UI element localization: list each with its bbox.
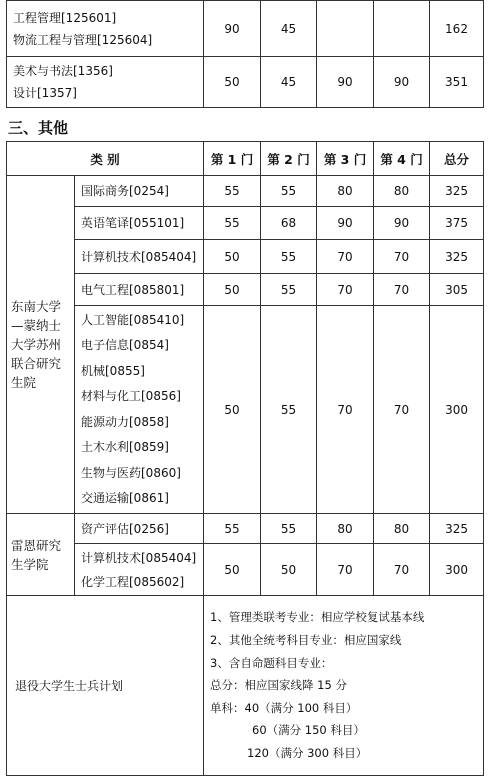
group-name: 东南大学—蒙纳士大学苏州联合研究生院 xyxy=(7,176,75,514)
major-cell xyxy=(7,57,204,108)
score-cell: 80 xyxy=(317,176,374,207)
veterans-notes xyxy=(204,596,484,776)
table-row xyxy=(7,1,484,57)
score-cell: 90 xyxy=(374,207,430,240)
total-cell: 325 xyxy=(430,176,484,207)
major-name: 能源动力[0858] xyxy=(81,414,169,429)
major-name: 资产评估[0256] xyxy=(75,514,204,544)
score-cell: 55 xyxy=(261,306,317,514)
header-total: 总分 xyxy=(430,142,484,176)
major-name: 电子信息[0854] xyxy=(81,338,169,352)
score-cell: 70 xyxy=(374,544,430,596)
score-cell: 90 xyxy=(317,57,374,108)
total-cell: 300 xyxy=(430,306,484,514)
note-line: 1、管理类联考专业：相应学校复试基本线 xyxy=(210,610,425,625)
main-score-table xyxy=(6,141,484,776)
note-line: 2、其他全统考科目专业：相应国家线 xyxy=(210,633,402,648)
major-name: 机械[0855] xyxy=(81,363,145,378)
header-category: 类 别 xyxy=(7,142,204,176)
major-name: 计算机技术[085404] xyxy=(75,240,204,274)
score-cell: 70 xyxy=(317,306,374,514)
major-name: 电气工程[085801] xyxy=(75,274,204,306)
score-cell: 90 xyxy=(204,1,261,57)
major-name: 美术与书法[1356] xyxy=(13,64,113,78)
note-line: 3、含自命题科目专业： xyxy=(210,655,333,670)
note-line: 60（满分 150 科目） xyxy=(252,723,365,738)
major-list xyxy=(75,306,204,514)
major-name: 计算机技术[085404] xyxy=(81,550,197,565)
total-cell: 162 xyxy=(430,1,484,57)
score-cell: 55 xyxy=(204,207,261,240)
total-cell: 351 xyxy=(430,57,484,108)
note-line: 总分：相应国家线降 15 分 xyxy=(210,678,347,693)
score-cell: 50 xyxy=(204,57,261,108)
score-cell: 68 xyxy=(261,207,317,240)
section-title: 三、其他 xyxy=(8,119,69,137)
table-row xyxy=(7,596,484,776)
header-subject-3: 第 3 门 xyxy=(317,142,374,176)
score-cell: 55 xyxy=(261,240,317,274)
veterans-plan-label: 退役大学生士兵计划 xyxy=(7,596,204,776)
major-name: 设计[1357] xyxy=(13,86,77,100)
total-cell: 375 xyxy=(430,207,484,240)
table-row xyxy=(7,176,484,207)
table-row xyxy=(7,544,484,596)
major-list xyxy=(75,544,204,596)
score-cell: 55 xyxy=(261,176,317,207)
score-cell xyxy=(374,1,430,57)
major-name: 材料与化工[0856] xyxy=(81,389,181,403)
table-row xyxy=(7,57,484,108)
major-name: 工程管理[125601] xyxy=(13,10,117,25)
score-cell: 55 xyxy=(261,274,317,306)
header-subject-1: 第 1 门 xyxy=(204,142,261,176)
score-cell: 80 xyxy=(374,176,430,207)
total-cell: 305 xyxy=(430,274,484,306)
total-cell: 325 xyxy=(430,514,484,544)
score-cell: 70 xyxy=(374,274,430,306)
header-subject-2: 第 2 门 xyxy=(261,142,317,176)
score-cell: 55 xyxy=(261,514,317,544)
table-row xyxy=(7,306,484,514)
major-name: 土木水利[0859] xyxy=(81,440,169,454)
major-name: 化学工程[085602] xyxy=(81,574,185,589)
score-cell: 80 xyxy=(374,514,430,544)
score-cell: 70 xyxy=(317,274,374,306)
table-row xyxy=(7,240,484,274)
major-name: 人工智能[085410] xyxy=(81,312,185,327)
score-cell xyxy=(317,1,374,57)
score-cell: 70 xyxy=(317,240,374,274)
major-name: 国际商务[0254] xyxy=(75,176,204,207)
top-score-table xyxy=(6,0,484,108)
score-cell: 45 xyxy=(261,1,317,57)
table-row xyxy=(7,274,484,306)
score-cell: 50 xyxy=(204,544,261,596)
score-cell: 70 xyxy=(374,240,430,274)
score-cell: 50 xyxy=(204,306,261,514)
score-cell: 55 xyxy=(204,176,261,207)
score-cell: 70 xyxy=(317,544,374,596)
score-cell: 70 xyxy=(374,306,430,514)
major-name: 交通运输[0861] xyxy=(81,491,169,505)
score-cell: 50 xyxy=(261,544,317,596)
score-cell: 50 xyxy=(204,274,261,306)
group-name: 雷恩研究生学院 xyxy=(7,514,75,596)
score-cell: 90 xyxy=(317,207,374,240)
header-row xyxy=(7,142,484,176)
major-name: 生物与医药[0860] xyxy=(81,465,181,480)
note-line: 单科：40（满分 100 科目） xyxy=(210,700,358,715)
score-cell: 55 xyxy=(204,514,261,544)
table-row xyxy=(7,514,484,544)
score-cell: 80 xyxy=(317,514,374,544)
score-cell: 90 xyxy=(374,57,430,108)
score-cell: 50 xyxy=(204,240,261,274)
score-cell: 45 xyxy=(261,57,317,108)
major-cell xyxy=(7,1,204,57)
note-line: 120（满分 300 科目） xyxy=(247,745,368,760)
total-cell: 300 xyxy=(430,544,484,596)
major-name: 物流工程与管理[125604] xyxy=(13,32,153,47)
header-subject-4: 第 4 门 xyxy=(374,142,430,176)
major-name: 英语笔译[055101] xyxy=(75,207,204,240)
total-cell: 325 xyxy=(430,240,484,274)
table-row xyxy=(7,207,484,240)
